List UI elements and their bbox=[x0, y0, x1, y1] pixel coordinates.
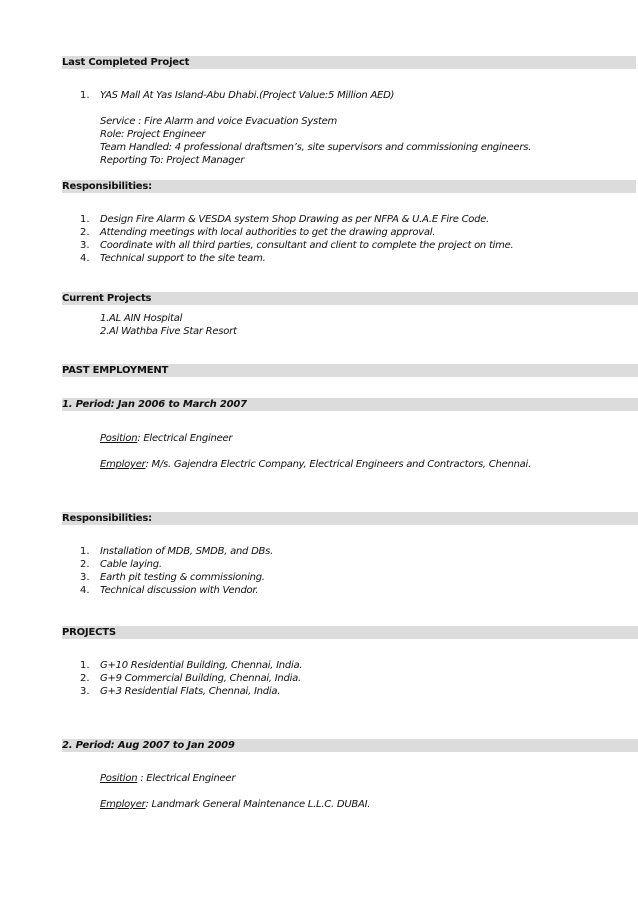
current-project-item: 2.Al Wathba Five Star Resort bbox=[100, 326, 237, 337]
list-number: 1. bbox=[80, 660, 90, 671]
projects-heading: PROJECTS bbox=[62, 626, 638, 639]
position-value: : Electrical Engineer bbox=[137, 433, 233, 444]
past-employment-heading: PAST EMPLOYMENT bbox=[62, 364, 638, 377]
period-1-heading: 1. Period: Jan 2006 to March 2007 bbox=[62, 398, 638, 411]
project-title: YAS Mall At Yas Island-Abu Dhabi.(Project Value:5 Million AED) bbox=[100, 90, 395, 101]
list-number: 2. bbox=[80, 227, 90, 238]
last-project-heading: Last Completed Project bbox=[62, 56, 636, 69]
project-service: Service : Fire Alarm and voice Evacuation System bbox=[100, 116, 338, 127]
list-number: 4. bbox=[80, 253, 90, 264]
employer-label: Employer bbox=[100, 459, 146, 470]
position-label: Position bbox=[100, 433, 138, 444]
list-item: G+9 Commercial Building, Chennai, India. bbox=[100, 673, 301, 684]
current-project-item: 1.AL AIN Hospital bbox=[100, 313, 183, 324]
project-reporting: Reporting To: Project Manager bbox=[100, 155, 245, 166]
list-number: 3. bbox=[80, 572, 90, 583]
list-number: 4. bbox=[80, 585, 90, 596]
employer-value: : Landmark General Maintenance L.L.C. DUBAI. bbox=[145, 799, 371, 810]
project-team: Team Handled: 4 professional draftsmen’s, site supervisors and commissioning engineers. bbox=[100, 142, 532, 153]
list-number: 2. bbox=[80, 559, 90, 570]
list-item: G+3 Residential Flats, Chennai, India. bbox=[100, 686, 281, 697]
list-item: Installation of MDB, SMDB, and DBs. bbox=[100, 546, 274, 557]
list-item: G+10 Residential Building, Chennai, India. bbox=[100, 660, 303, 671]
responsibilities-heading: Responsibilities: bbox=[62, 180, 636, 193]
responsibilities-heading: Responsibilities: bbox=[62, 512, 638, 525]
list-number: 1. bbox=[80, 214, 90, 225]
list-number: 1. bbox=[80, 546, 90, 557]
period-2-employer bbox=[100, 798, 370, 811]
list-item: Coordinate with all third parties, consultant and client to complete the project on time. bbox=[100, 240, 514, 251]
period-2-position bbox=[100, 772, 235, 785]
list-number: 3. bbox=[80, 686, 90, 697]
employer-value: : M/s. Gajendra Electric Company, Electrical Engineers and Contractors, Chennai. bbox=[145, 459, 532, 470]
position-label: Position bbox=[100, 773, 138, 784]
list-number: 2. bbox=[80, 673, 90, 684]
current-projects-heading: Current Projects bbox=[62, 292, 638, 305]
position-value: : Electrical Engineer bbox=[137, 773, 236, 784]
project-role: Role: Project Engineer bbox=[100, 129, 206, 140]
list-item: Attending meetings with local authorities to get the drawing approval. bbox=[100, 227, 436, 238]
list-number: 1. bbox=[80, 90, 90, 101]
list-item: Design Fire Alarm & VESDA system Shop Drawing as per NFPA & U.A.E Fire Code. bbox=[100, 214, 490, 225]
period-1-employer bbox=[100, 458, 531, 471]
period-2-heading: 2. Period: Aug 2007 to Jan 2009 bbox=[62, 739, 638, 752]
list-item: Earth pit testing & commissioning. bbox=[100, 572, 265, 583]
list-item: Cable laying. bbox=[100, 559, 162, 570]
list-item: Technical discussion with Vendor. bbox=[100, 585, 259, 596]
period-1-position bbox=[100, 432, 232, 445]
employer-label: Employer bbox=[100, 799, 146, 810]
list-item: Technical support to the site team. bbox=[100, 253, 266, 264]
list-number: 3. bbox=[80, 240, 90, 251]
